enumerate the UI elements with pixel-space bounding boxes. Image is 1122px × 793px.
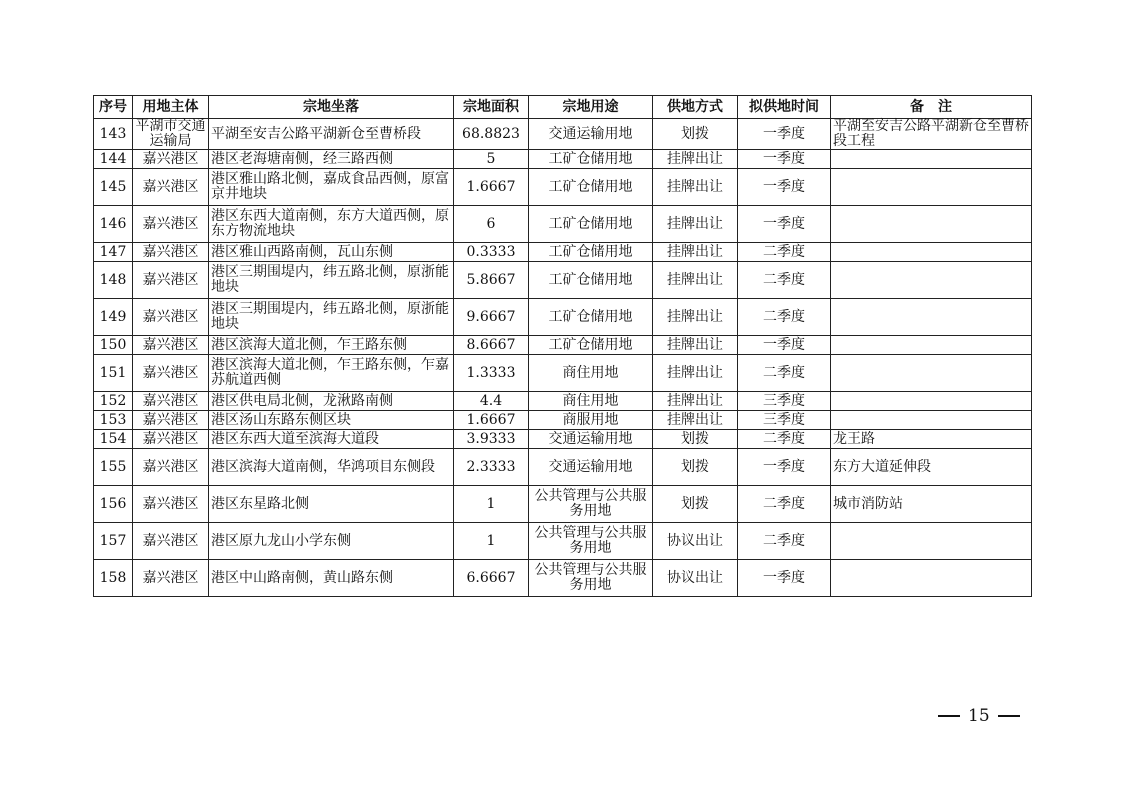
cell-supply-method: 划拨	[653, 486, 738, 523]
header-supply-time: 拟供地时间	[738, 96, 831, 119]
table-row	[94, 336, 1032, 355]
cell-serial: 150	[94, 336, 133, 355]
cell-supply-method: 挂牌出让	[653, 355, 738, 392]
cell-usage: 交通运输用地	[529, 430, 653, 449]
table-header-row	[94, 96, 1032, 119]
land-supply-table	[93, 95, 1032, 597]
table-row	[94, 449, 1032, 486]
cell-area: 1.6667	[454, 169, 529, 206]
cell-area: 8.6667	[454, 336, 529, 355]
cell-supply-time: 二季度	[738, 243, 831, 262]
header-area: 宗地面积	[454, 96, 529, 119]
cell-serial: 148	[94, 262, 133, 299]
cell-land-user: 嘉兴港区	[133, 262, 209, 299]
cell-serial: 147	[94, 243, 133, 262]
cell-location: 港区供电局北侧，龙湫路南侧	[209, 392, 454, 411]
cell-area: 1.6667	[454, 411, 529, 430]
cell-supply-method: 挂牌出让	[653, 243, 738, 262]
cell-remarks	[831, 169, 1032, 206]
header-supply-method: 供地方式	[653, 96, 738, 119]
cell-location: 港区滨海大道北侧，乍王路东侧	[209, 336, 454, 355]
cell-supply-time: 三季度	[738, 392, 831, 411]
cell-serial: 153	[94, 411, 133, 430]
cell-area: 1.3333	[454, 355, 529, 392]
cell-supply-time: 一季度	[738, 150, 831, 169]
cell-supply-method: 挂牌出让	[653, 150, 738, 169]
cell-area: 5	[454, 150, 529, 169]
cell-land-user: 嘉兴港区	[133, 449, 209, 486]
cell-land-user: 嘉兴港区	[133, 150, 209, 169]
cell-area: 3.9333	[454, 430, 529, 449]
cell-usage: 公共管理与公共服务用地	[529, 560, 653, 597]
cell-serial: 155	[94, 449, 133, 486]
cell-land-user: 嘉兴港区	[133, 299, 209, 336]
cell-usage: 公共管理与公共服务用地	[529, 486, 653, 523]
cell-location: 港区东西大道南侧，东方大道西侧，原东方物流地块	[209, 206, 454, 243]
table-row	[94, 411, 1032, 430]
cell-supply-method: 挂牌出让	[653, 411, 738, 430]
cell-usage: 交通运输用地	[529, 119, 653, 150]
cell-area: 4.4	[454, 392, 529, 411]
table-row	[94, 560, 1032, 597]
cell-land-user: 嘉兴港区	[133, 392, 209, 411]
cell-usage: 工矿仓储用地	[529, 262, 653, 299]
cell-land-user: 嘉兴港区	[133, 411, 209, 430]
cell-serial: 154	[94, 430, 133, 449]
cell-remarks	[831, 262, 1032, 299]
cell-remarks	[831, 336, 1032, 355]
cell-supply-time: 二季度	[738, 486, 831, 523]
cell-supply-time: 一季度	[738, 336, 831, 355]
table-row	[94, 523, 1032, 560]
cell-remarks	[831, 150, 1032, 169]
table-row	[94, 392, 1032, 411]
cell-supply-method: 挂牌出让	[653, 299, 738, 336]
cell-area: 1	[454, 486, 529, 523]
cell-land-user: 嘉兴港区	[133, 336, 209, 355]
cell-location: 港区中山路南侧，黄山路东侧	[209, 560, 454, 597]
cell-usage: 工矿仓储用地	[529, 206, 653, 243]
cell-serial: 145	[94, 169, 133, 206]
header-serial: 序号	[94, 96, 133, 119]
table-row	[94, 355, 1032, 392]
cell-supply-time: 二季度	[738, 430, 831, 449]
cell-usage: 商住用地	[529, 355, 653, 392]
cell-land-user: 嘉兴港区	[133, 430, 209, 449]
cell-supply-method: 挂牌出让	[653, 262, 738, 299]
cell-area: 0.3333	[454, 243, 529, 262]
cell-location: 平湖至安吉公路平湖新仓至曹桥段	[209, 119, 454, 150]
cell-supply-method: 协议出让	[653, 523, 738, 560]
table-row	[94, 243, 1032, 262]
cell-serial: 152	[94, 392, 133, 411]
table-row	[94, 119, 1032, 150]
cell-land-user: 平湖市交通运输局	[133, 119, 209, 150]
cell-land-user: 嘉兴港区	[133, 486, 209, 523]
cell-supply-method: 挂牌出让	[653, 392, 738, 411]
cell-remarks	[831, 392, 1032, 411]
cell-remarks	[831, 523, 1032, 560]
cell-area: 2.3333	[454, 449, 529, 486]
page-number-value: 15	[968, 706, 990, 726]
cell-location: 港区滨海大道南侧，华鸿项目东侧段	[209, 449, 454, 486]
cell-location: 港区汤山东路东侧区块	[209, 411, 454, 430]
cell-serial: 146	[94, 206, 133, 243]
cell-remarks	[831, 299, 1032, 336]
cell-remarks	[831, 206, 1032, 243]
cell-location: 港区三期围堤内，纬五路北侧，原浙能地块	[209, 262, 454, 299]
cell-land-user: 嘉兴港区	[133, 355, 209, 392]
cell-supply-time: 一季度	[738, 206, 831, 243]
cell-serial: 149	[94, 299, 133, 336]
cell-location: 港区雅山路北侧，嘉成食品西侧，原富京井地块	[209, 169, 454, 206]
cell-supply-method: 划拨	[653, 119, 738, 150]
cell-usage: 工矿仓储用地	[529, 243, 653, 262]
cell-land-user: 嘉兴港区	[133, 523, 209, 560]
cell-location: 港区老海塘南侧，经三路西侧	[209, 150, 454, 169]
header-remarks: 备 注	[831, 96, 1032, 119]
cell-location: 港区三期围堤内，纬五路北侧，原浙能地块	[209, 299, 454, 336]
cell-supply-method: 划拨	[653, 430, 738, 449]
cell-supply-time: 二季度	[738, 355, 831, 392]
table-row	[94, 430, 1032, 449]
cell-supply-time: 一季度	[738, 560, 831, 597]
cell-supply-time: 三季度	[738, 411, 831, 430]
cell-serial: 156	[94, 486, 133, 523]
cell-usage: 交通运输用地	[529, 449, 653, 486]
cell-land-user: 嘉兴港区	[133, 560, 209, 597]
page-number-left-dash	[938, 715, 960, 717]
cell-remarks: 城市消防站	[831, 486, 1032, 523]
cell-remarks	[831, 355, 1032, 392]
cell-area: 1	[454, 523, 529, 560]
cell-location: 港区雅山西路南侧，瓦山东侧	[209, 243, 454, 262]
cell-land-user: 嘉兴港区	[133, 243, 209, 262]
page-number-right-dash	[998, 715, 1020, 717]
cell-land-user: 嘉兴港区	[133, 206, 209, 243]
cell-serial: 143	[94, 119, 133, 150]
cell-area: 68.8823	[454, 119, 529, 150]
header-location: 宗地坐落	[209, 96, 454, 119]
cell-usage: 商住用地	[529, 392, 653, 411]
cell-area: 5.8667	[454, 262, 529, 299]
cell-supply-time: 二季度	[738, 523, 831, 560]
cell-location: 港区滨海大道北侧，乍王路东侧，乍嘉苏航道西侧	[209, 355, 454, 392]
cell-land-user: 嘉兴港区	[133, 169, 209, 206]
cell-serial: 151	[94, 355, 133, 392]
cell-usage: 商服用地	[529, 411, 653, 430]
table-row	[94, 299, 1032, 336]
cell-supply-time: 一季度	[738, 449, 831, 486]
cell-supply-time: 一季度	[738, 119, 831, 150]
cell-location: 港区东西大道至滨海大道段	[209, 430, 454, 449]
cell-location: 港区东星路北侧	[209, 486, 454, 523]
cell-supply-method: 挂牌出让	[653, 169, 738, 206]
cell-usage: 公共管理与公共服务用地	[529, 523, 653, 560]
table-row	[94, 262, 1032, 299]
cell-supply-time: 二季度	[738, 299, 831, 336]
cell-usage: 工矿仓储用地	[529, 299, 653, 336]
table-row	[94, 150, 1032, 169]
page-number	[930, 706, 1028, 726]
cell-supply-method: 挂牌出让	[653, 336, 738, 355]
cell-area: 6	[454, 206, 529, 243]
table-row	[94, 206, 1032, 243]
cell-usage: 工矿仓储用地	[529, 336, 653, 355]
cell-supply-method: 挂牌出让	[653, 206, 738, 243]
land-supply-table-container	[93, 95, 1031, 597]
cell-location: 港区原九龙山小学东侧	[209, 523, 454, 560]
cell-supply-method: 划拨	[653, 449, 738, 486]
cell-serial: 157	[94, 523, 133, 560]
cell-remarks: 东方大道延伸段	[831, 449, 1032, 486]
cell-usage: 工矿仓储用地	[529, 169, 653, 206]
table-row	[94, 486, 1032, 523]
cell-area: 9.6667	[454, 299, 529, 336]
cell-supply-time: 二季度	[738, 262, 831, 299]
cell-remarks	[831, 560, 1032, 597]
cell-area: 6.6667	[454, 560, 529, 597]
cell-supply-method: 协议出让	[653, 560, 738, 597]
cell-remarks	[831, 411, 1032, 430]
table-row	[94, 169, 1032, 206]
header-land-user: 用地主体	[133, 96, 209, 119]
cell-remarks: 龙王路	[831, 430, 1032, 449]
header-usage: 宗地用途	[529, 96, 653, 119]
cell-supply-time: 一季度	[738, 169, 831, 206]
cell-serial: 158	[94, 560, 133, 597]
cell-usage: 工矿仓储用地	[529, 150, 653, 169]
cell-serial: 144	[94, 150, 133, 169]
cell-remarks	[831, 243, 1032, 262]
cell-remarks: 平湖至安吉公路平湖新仓至曹桥段工程	[831, 119, 1032, 150]
